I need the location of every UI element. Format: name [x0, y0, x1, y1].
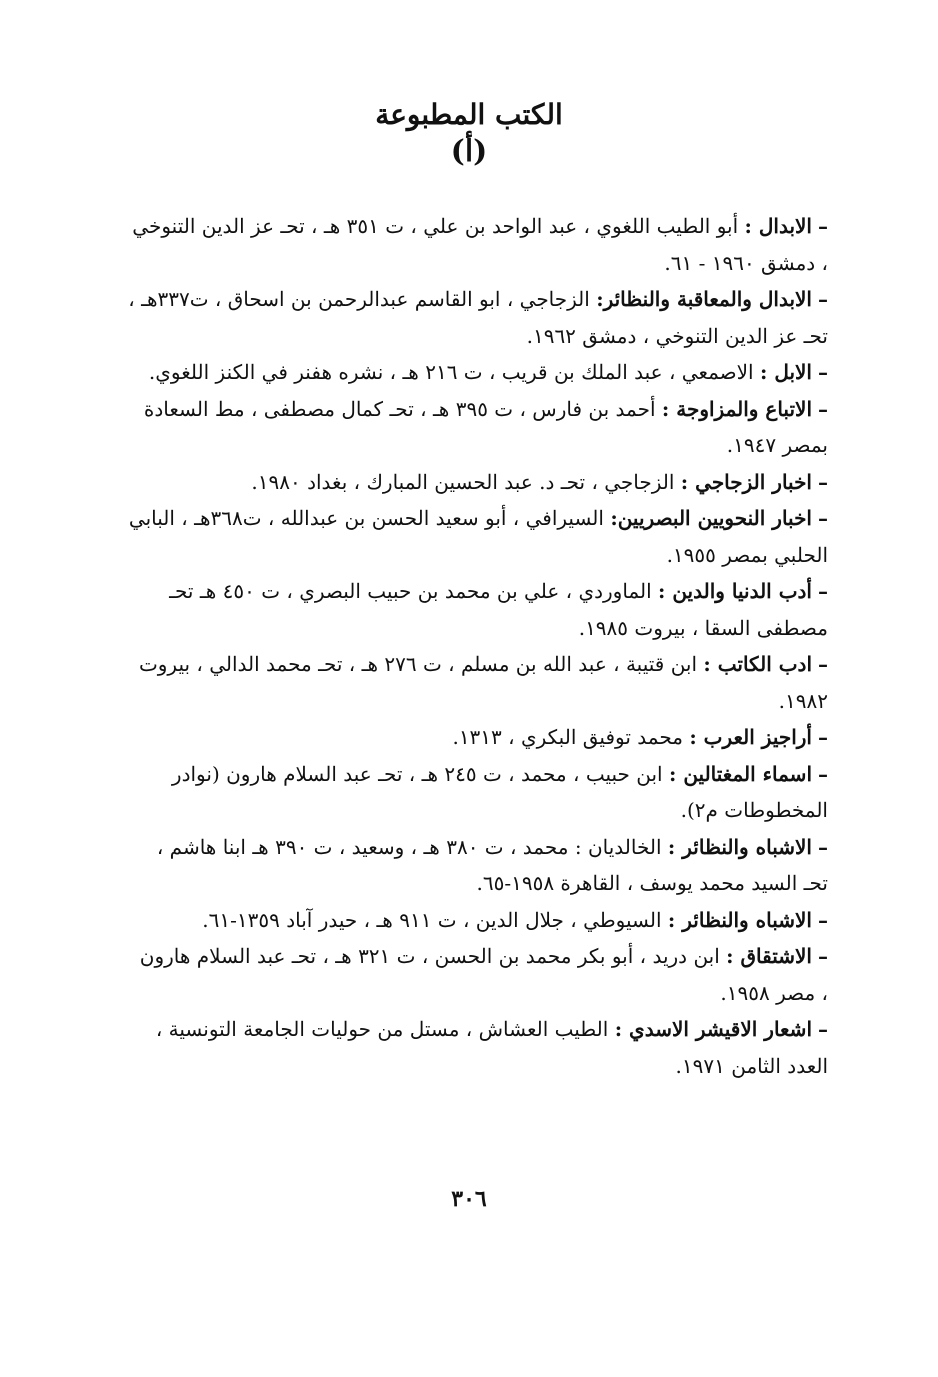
- entry-title: أراجيز العرب :: [689, 725, 812, 749]
- list-item: –الابدال والمعاقبة والنظائر: الزجاجي ، ابو القاسم عبدالرحمن بن اسحاق ، ت٣٣٧هـ ، تحـ عز الدين التنوخي ، دمشق ١٩٦٢.: [128, 287, 828, 348]
- list-item: –الاتباع والمزاوجة : أحمد بن فارس ، ت ٣٩٥ هـ ، تحـ كمال مصطفى ، مط السعادة بمصر ١٩٤٧.: [143, 396, 828, 457]
- entry-details: ابن قتيبة ، عبد الله بن مسلم ، ت ٢٧٦ هـ ، تحـ محمد الدالي ، بيروت ١٩٨٢.: [138, 652, 828, 713]
- entry-details: أحمد بن فارس ، ت ٣٩٥ هـ ، تحـ كمال مصطفى ، مط السعادة بمصر ١٩٤٧.: [143, 396, 828, 457]
- entry-details: الزجاجي ، تحـ د. عبد الحسين المبارك ، بغداد ١٩٨٠.: [251, 469, 675, 494]
- entry-title: اخبار الزجاجي :: [680, 469, 812, 494]
- entry-details: السيرافي ، أبو سعيد الحسن بن عبدالله ، ت٣٦٨هـ ، البابي الحلبي بمصر ١٩٥٥.: [128, 506, 828, 567]
- entry-details: الخالديان : محمد ، ت ٣٨٠ هـ ، وسعيد ، ت ٣٩٠ هـ ابنا هاشم ، تحـ السيد محمد يوسف ، القاهرة ١٩٥٨-٦٥.: [156, 834, 828, 895]
- entry-title: الابدال :: [744, 214, 812, 238]
- entry-title: أدب الدنيا والدين :: [657, 579, 812, 603]
- entry-title: اخبار النحويين البصريين:: [610, 506, 812, 530]
- entry-details: الطيب العشاش ، مستل من حوليات الجامعة التونسية ، العدد الثامن ١٩٧١.: [155, 1017, 828, 1078]
- entry-details: الزجاجي ، ابو القاسم عبدالرحمن بن اسحاق ، ت٣٣٧هـ ، تحـ عز الدين التنوخي ، دمشق ١٩٦٢.: [128, 287, 828, 348]
- list-item: –الابدال : أبو الطيب اللغوي ، عبد الواحد بن علي ، ت ٣٥١ هـ ، تحـ عز الدين التنوخي ، دمشق ١٩٦٠ - ٦١.: [132, 214, 828, 275]
- list-item: –الاشتقاق : ابن دريد ، أبو بكر محمد بن الحسن ، ت ٣٢١ هـ ، تحـ عبد السلام هارون ، مصر ١٩٥٨.: [139, 944, 828, 1005]
- entry-details: أبو الطيب اللغوي ، عبد الواحد بن علي ، ت ٣٥١ هـ ، تحـ عز الدين التنوخي ، دمشق ١٩٦٠ - ٦١.: [132, 214, 828, 275]
- entry-title: الاتباع والمزاوجة :: [661, 396, 812, 421]
- list-item: –ادب الكاتب : ابن قتيبة ، عبد الله بن مسلم ، ت ٢٧٦ هـ ، تحـ محمد الدالي ، بيروت ١٩٨٢.: [138, 652, 828, 713]
- entry-details: محمد توفيق البكري ، ١٣١٣.: [452, 725, 683, 749]
- entry-details: ابن حبيب ، محمد ، ت ٢٤٥ هـ ، تحـ عبد السلام هارون (نوادر المخطوطات م٢).: [171, 761, 828, 822]
- list-item: –أراجيز العرب : محمد توفيق البكري ، ١٣١٣.: [452, 725, 828, 749]
- list-item: –اخبار النحويين البصريين: السيرافي ، أبو سعيد الحسن بن عبدالله ، ت٣٦٨هـ ، البابي الحلبي بمصر ١٩٥٥.: [128, 506, 828, 567]
- page-number: ٣٠٦: [451, 1186, 487, 1212]
- entry-title: اشعار الاقيشر الاسدي :: [614, 1017, 812, 1041]
- entry-details: السيوطي ، جلال الدين ، ت ٩١١ هـ ، حيدر آباد ١٣٥٩-٦١.: [202, 907, 662, 932]
- entry-details: ابن دريد ، أبو بكر محمد بن الحسن ، ت ٣٢١ هـ ، تحـ عبد السلام هارون ، مصر ١٩٥٨.: [139, 944, 828, 1005]
- entry-title: ادب الكاتب :: [703, 652, 812, 676]
- page-title: الكتب المطبوعة: [375, 98, 563, 131]
- list-item: –أدب الدنيا والدين : الماوردي ، علي بن محمد بن حبيب البصري ، ت ٤٥٠ هـ تحـ مصطفى السقا ، بيروت ١٩٨٥.: [169, 579, 828, 640]
- entry-title: الاشباه والنظائر :: [667, 907, 812, 932]
- list-item: –اسماء المغتالين : ابن حبيب ، محمد ، ت ٢٤٥ هـ ، تحـ عبد السلام هارون (نوادر المخطوطات م٢).: [171, 761, 828, 822]
- entry-details: الماوردي ، علي بن محمد بن حبيب البصري ، ت ٤٥٠ هـ تحـ مصطفى السقا ، بيروت ١٩٨٥.: [169, 579, 828, 640]
- entry-title: الاشتقاق :: [726, 944, 812, 968]
- list-item: –الاشباه والنظائر : الخالديان : محمد ، ت ٣٨٠ هـ ، وسعيد ، ت ٣٩٠ هـ ابنا هاشم ، تحـ السيد محمد يوسف ، القاهرة ١٩٥٨-٦٥.: [156, 834, 828, 895]
- list-item: –اشعار الاقيشر الاسدي : الطيب العشاش ، مستل من حوليات الجامعة التونسية ، العدد الثامن ١٩٧١.: [155, 1017, 828, 1078]
- entry-title: الاشباه والنظائر :: [667, 834, 812, 859]
- list-item: –الاشباه والنظائر : السيوطي ، جلال الدين ، ت ٩١١ هـ ، حيدر آباد ١٣٥٩-٦١.: [202, 907, 828, 932]
- bibliography-list: [128, 208, 828, 1084]
- entry-title: اسماء المغتالين :: [668, 761, 812, 786]
- entry-details: الاصمعي ، عبد الملك بن قريب ، ت ٢١٦ هـ ، نشره هفنر في الكنز اللغوي.: [148, 360, 754, 384]
- list-item: –اخبار الزجاجي : الزجاجي ، تحـ د. عبد الحسين المبارك ، بغداد ١٩٨٠.: [251, 469, 828, 494]
- entry-title: الابل :: [759, 360, 812, 384]
- section-letter: (أ): [450, 134, 488, 169]
- list-item: –الابل : الاصمعي ، عبد الملك بن قريب ، ت ٢١٦ هـ ، نشره هفنر في الكنز اللغوي.: [148, 360, 828, 384]
- entry-title: الابدال والمعاقبة والنظائر:: [596, 287, 812, 311]
